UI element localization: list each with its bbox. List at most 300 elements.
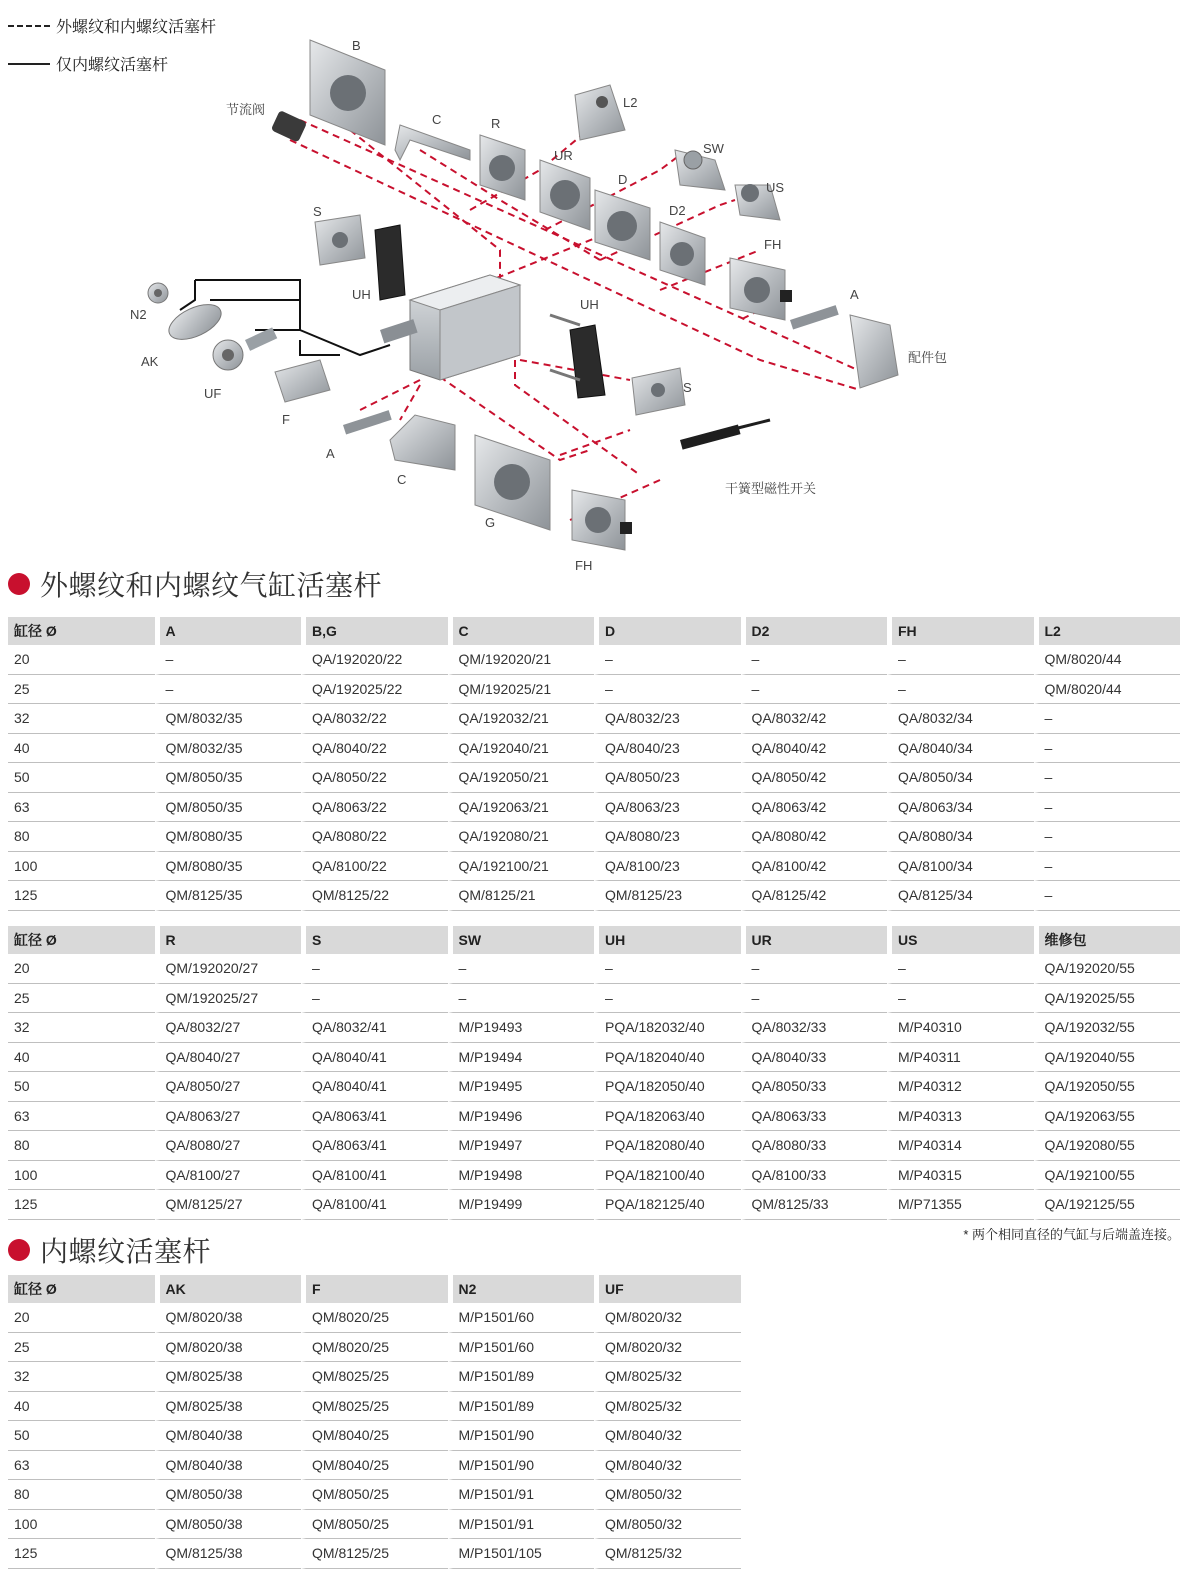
table-row <box>8 734 1180 764</box>
table-row <box>8 1072 1180 1102</box>
bore-cell: 125 <box>8 881 155 911</box>
mount-kit-icon <box>850 315 898 388</box>
column-header: UF <box>594 1275 741 1303</box>
part-number-cell: QA/192080/21 <box>448 822 595 852</box>
column-header: S <box>301 926 448 954</box>
pin-a-right-icon <box>790 305 839 329</box>
part-number-cell: M/P1501/89 <box>448 1362 595 1392</box>
label-uh-right: UH <box>580 297 599 312</box>
part-number-cell: QA/8100/41 <box>301 1161 448 1191</box>
part-number-cell: QA/192050/55 <box>1034 1072 1181 1102</box>
part-number-cell: QM/8025/25 <box>301 1392 448 1422</box>
label-a-right: A <box>850 287 859 302</box>
part-number-cell: QA/8100/22 <box>301 852 448 882</box>
part-number-cell: QM/8050/32 <box>594 1510 741 1540</box>
label-reed-switch: 干簧型磁性开关 <box>725 481 817 496</box>
part-number-cell: QM/8050/38 <box>155 1480 302 1510</box>
part-number-cell: – <box>448 954 595 984</box>
part-number-cell: QA/8040/23 <box>594 734 741 764</box>
bore-cell: 25 <box>8 1333 155 1363</box>
bore-cell: 100 <box>8 852 155 882</box>
part-number-cell: QM/8040/38 <box>155 1451 302 1481</box>
part-number-cell: QM/192025/21 <box>448 675 595 705</box>
bore-cell: 20 <box>8 1303 155 1333</box>
part-number-cell: QM/8050/35 <box>155 793 302 823</box>
accessory-exploded-diagram <box>0 0 1200 575</box>
label-f: F <box>282 412 290 427</box>
clevis-f-icon <box>275 360 330 402</box>
part-number-cell: M/P40314 <box>887 1131 1034 1161</box>
part-number-cell: – <box>594 675 741 705</box>
part-number-cell: – <box>887 954 1034 984</box>
part-number-cell: QA/8032/27 <box>155 1013 302 1043</box>
table-row <box>8 645 1180 675</box>
part-number-cell: QM/8020/44 <box>1034 645 1181 675</box>
part-number-cell: – <box>155 645 302 675</box>
mount-d-icon <box>595 190 650 260</box>
part-number-cell: QA/8040/41 <box>301 1072 448 1102</box>
mount-ur-icon <box>540 160 590 230</box>
column-header: 维修包 <box>1034 926 1181 954</box>
label-c-top: C <box>432 112 442 127</box>
bore-cell: 50 <box>8 1072 155 1102</box>
column-header: FH <box>887 617 1034 645</box>
part-number-cell: QM/8050/25 <box>301 1510 448 1540</box>
part-number-cell: – <box>1034 881 1181 911</box>
part-number-cell: M/P40313 <box>887 1102 1034 1132</box>
part-number-cell: QA/8040/42 <box>741 734 888 764</box>
part-number-cell: QM/8040/32 <box>594 1451 741 1481</box>
part-number-cell: QM/8040/25 <box>301 1421 448 1451</box>
part-number-cell: QM/8020/38 <box>155 1303 302 1333</box>
part-number-cell: QA/192025/22 <box>301 675 448 705</box>
mount-s-right-icon <box>632 368 685 415</box>
part-number-cell: QM/8050/35 <box>155 763 302 793</box>
part-number-cell: QM/8025/38 <box>155 1392 302 1422</box>
part-number-cell: M/P40312 <box>887 1072 1034 1102</box>
part-number-cell: – <box>741 675 888 705</box>
red-dot-icon <box>8 1239 30 1261</box>
part-number-cell: – <box>887 645 1034 675</box>
column-header: US <box>887 926 1034 954</box>
column-header: N2 <box>448 1275 595 1303</box>
column-header: L2 <box>1034 617 1181 645</box>
mount-d2-icon <box>660 222 705 285</box>
part-number-cell: PQA/182063/40 <box>594 1102 741 1132</box>
part-number-cell: QA/192032/21 <box>448 704 595 734</box>
part-number-cell: QM/8020/32 <box>594 1333 741 1363</box>
part-number-cell: – <box>594 984 741 1014</box>
part-number-cell: QA/8063/41 <box>301 1102 448 1132</box>
part-number-cell: QA/8040/41 <box>301 1043 448 1073</box>
column-header: 缸径 Ø <box>8 1275 155 1303</box>
bore-cell: 20 <box>8 954 155 984</box>
part-number-cell: – <box>887 984 1034 1014</box>
part-number-cell: QA/192040/55 <box>1034 1043 1181 1073</box>
part-number-cell: M/P1501/90 <box>448 1421 595 1451</box>
column-header: B,G <box>301 617 448 645</box>
bore-cell: 25 <box>8 675 155 705</box>
part-number-cell: QM/8125/23 <box>594 881 741 911</box>
table-header-row <box>8 1275 741 1303</box>
part-number-cell: M/P1501/90 <box>448 1451 595 1481</box>
part-number-cell: QA/8080/42 <box>741 822 888 852</box>
table-header-row <box>8 617 1180 645</box>
bore-cell: 125 <box>8 1539 155 1569</box>
table-row <box>8 1190 1180 1220</box>
part-number-cell: QM/8080/35 <box>155 852 302 882</box>
column-header: UR <box>741 926 888 954</box>
part-number-cell: – <box>448 984 595 1014</box>
part-number-cell: QA/192125/55 <box>1034 1190 1181 1220</box>
mount-sw-icon <box>675 150 725 190</box>
part-number-cell: M/P40310 <box>887 1013 1034 1043</box>
bore-cell: 50 <box>8 763 155 793</box>
label-valve: 节流阀 <box>226 102 266 117</box>
part-number-cell: QA/8100/23 <box>594 852 741 882</box>
label-g: G <box>485 515 496 530</box>
section1-title-text: 外螺纹和内螺纹气缸活塞杆 <box>40 570 383 601</box>
part-number-cell: M/P40315 <box>887 1161 1034 1191</box>
part-number-cell: PQA/182080/40 <box>594 1131 741 1161</box>
part-number-cell: QA/8063/33 <box>741 1102 888 1132</box>
part-number-cell: QA/8080/33 <box>741 1131 888 1161</box>
mount-uh-left-icon <box>375 225 405 300</box>
bore-cell: 63 <box>8 793 155 823</box>
part-number-cell: QM/8050/38 <box>155 1510 302 1540</box>
part-number-cell: QM/8040/25 <box>301 1451 448 1481</box>
part-number-cell: QA/192032/55 <box>1034 1013 1181 1043</box>
column-header: R <box>155 926 302 954</box>
part-number-cell: QA/192080/55 <box>1034 1131 1181 1161</box>
bore-cell: 32 <box>8 1013 155 1043</box>
mount-s-left-icon <box>315 215 365 265</box>
part-number-cell: QM/8040/38 <box>155 1421 302 1451</box>
rod-end-ak-icon <box>164 297 227 346</box>
mount-b-icon <box>310 40 385 145</box>
bore-cell: 63 <box>8 1102 155 1132</box>
part-number-cell: QA/8050/22 <box>301 763 448 793</box>
part-number-cell: QA/8032/23 <box>594 704 741 734</box>
bore-cell: 40 <box>8 1043 155 1073</box>
mount-uh-right-icon <box>550 315 605 398</box>
part-number-cell: – <box>594 645 741 675</box>
part-number-cell: – <box>1034 734 1181 764</box>
part-number-cell: PQA/182050/40 <box>594 1072 741 1102</box>
part-number-cell: QA/8125/34 <box>887 881 1034 911</box>
pin-a-bottom-icon <box>343 410 392 434</box>
part-number-cell: QA/8050/23 <box>594 763 741 793</box>
table-row <box>8 1539 741 1569</box>
part-number-cell: QA/8063/41 <box>301 1131 448 1161</box>
bore-cell: 80 <box>8 1480 155 1510</box>
part-number-cell: QA/192020/22 <box>301 645 448 675</box>
part-number-cell: QM/8020/32 <box>594 1303 741 1333</box>
table-row <box>8 1043 1180 1073</box>
column-header: F <box>301 1275 448 1303</box>
label-s-right: S <box>683 380 692 395</box>
label-d2: D2 <box>669 203 686 218</box>
part-number-cell: QA/8032/41 <box>301 1013 448 1043</box>
table-row <box>8 1161 1180 1191</box>
table-row <box>8 984 1180 1014</box>
column-header: UH <box>594 926 741 954</box>
part-number-cell: QA/8040/27 <box>155 1043 302 1073</box>
table-row <box>8 1362 741 1392</box>
part-number-cell: QA/8050/33 <box>741 1072 888 1102</box>
mount-fh-bottom-icon <box>572 490 632 550</box>
table-row <box>8 675 1180 705</box>
part-number-cell: M/P1501/60 <box>448 1303 595 1333</box>
part-number-cell: QM/8050/25 <box>301 1480 448 1510</box>
table-row <box>8 1333 741 1363</box>
part-number-cell: QA/8080/34 <box>887 822 1034 852</box>
part-number-cell: – <box>741 954 888 984</box>
part-number-cell: QM/8125/32 <box>594 1539 741 1569</box>
bore-cell: 100 <box>8 1510 155 1540</box>
part-number-cell: PQA/182040/40 <box>594 1043 741 1073</box>
part-number-cell: – <box>887 675 1034 705</box>
part-number-cell: QA/8063/34 <box>887 793 1034 823</box>
column-header: D <box>594 617 741 645</box>
part-number-cell: QA/8100/33 <box>741 1161 888 1191</box>
part-number-cell: QM/8025/25 <box>301 1362 448 1392</box>
label-fh-bottom: FH <box>575 558 593 573</box>
part-number-cell: QA/8050/34 <box>887 763 1034 793</box>
part-number-cell: QA/8040/22 <box>301 734 448 764</box>
legend-solid-label: 仅内螺纹活塞杆 <box>56 57 169 74</box>
part-number-cell: QA/8063/27 <box>155 1102 302 1132</box>
table-row <box>8 822 1180 852</box>
table-row <box>8 954 1180 984</box>
part-number-cell: QA/192100/55 <box>1034 1161 1181 1191</box>
part-number-cell: QA/8100/27 <box>155 1161 302 1191</box>
bore-cell: 100 <box>8 1161 155 1191</box>
mount-l2-icon <box>575 85 625 140</box>
label-s-left: S <box>313 204 322 219</box>
table-external-internal-1 <box>8 617 1180 911</box>
part-number-cell: M/P19498 <box>448 1161 595 1191</box>
section2-title-text: 内螺纹活塞杆 <box>40 1236 212 1267</box>
part-number-cell: QA/192020/55 <box>1034 954 1181 984</box>
part-number-cell: M/P1501/91 <box>448 1480 595 1510</box>
column-header: C <box>448 617 595 645</box>
label-r: R <box>491 116 501 131</box>
part-number-cell: QA/8040/34 <box>887 734 1034 764</box>
part-number-cell: M/P19495 <box>448 1072 595 1102</box>
part-number-cell: QM/8125/27 <box>155 1190 302 1220</box>
part-number-cell: QM/8125/21 <box>448 881 595 911</box>
table-header-row <box>8 926 1180 954</box>
column-header: D2 <box>741 617 888 645</box>
bore-cell: 80 <box>8 822 155 852</box>
part-number-cell: M/P19497 <box>448 1131 595 1161</box>
part-number-cell: – <box>155 675 302 705</box>
table-row <box>8 793 1180 823</box>
part-number-cell: QA/192100/21 <box>448 852 595 882</box>
label-us: US <box>766 180 785 195</box>
part-number-cell: – <box>741 984 888 1014</box>
part-number-cell: QA/8063/42 <box>741 793 888 823</box>
table-row <box>8 704 1180 734</box>
part-number-cell: M/P19499 <box>448 1190 595 1220</box>
part-number-cell: QM/8040/32 <box>594 1421 741 1451</box>
part-number-cell: QM/8050/32 <box>594 1480 741 1510</box>
part-number-cell: QM/8125/33 <box>741 1190 888 1220</box>
table-row <box>8 1102 1180 1132</box>
part-number-cell: QM/8020/38 <box>155 1333 302 1363</box>
part-number-cell: – <box>1034 852 1181 882</box>
legend-dashed-label: 外螺纹和内螺纹活塞杆 <box>56 19 217 36</box>
part-number-cell: QA/8080/22 <box>301 822 448 852</box>
table-row <box>8 1392 741 1422</box>
part-number-cell: QM/8025/32 <box>594 1392 741 1422</box>
part-number-cell: PQA/182125/40 <box>594 1190 741 1220</box>
column-header: AK <box>155 1275 302 1303</box>
label-a-bottom: A <box>326 446 335 461</box>
label-n2: N2 <box>130 307 147 322</box>
rod-end-uf-icon <box>213 327 277 370</box>
part-number-cell: – <box>1034 822 1181 852</box>
nut-n2-icon <box>148 283 168 303</box>
part-number-cell: QA/8050/27 <box>155 1072 302 1102</box>
part-number-cell: PQA/182100/40 <box>594 1161 741 1191</box>
label-uh-left: UH <box>352 287 371 302</box>
part-number-cell: QM/8080/35 <box>155 822 302 852</box>
part-number-cell: QA/8040/33 <box>741 1043 888 1073</box>
part-number-cell: QA/8032/42 <box>741 704 888 734</box>
bore-cell: 63 <box>8 1451 155 1481</box>
part-number-cell: M/P19496 <box>448 1102 595 1132</box>
label-l2: L2 <box>623 95 638 110</box>
label-uf: UF <box>204 386 222 401</box>
table-internal-only <box>8 1275 741 1569</box>
part-number-cell: QA/192063/55 <box>1034 1102 1181 1132</box>
part-number-cell: QA/8050/42 <box>741 763 888 793</box>
table-row <box>8 763 1180 793</box>
part-number-cell: QM/8020/25 <box>301 1333 448 1363</box>
part-number-cell: QM/8032/35 <box>155 704 302 734</box>
column-header: 缸径 Ø <box>8 617 155 645</box>
part-number-cell: M/P1501/60 <box>448 1333 595 1363</box>
mount-c-top-icon <box>395 125 470 160</box>
part-number-cell: QM/8125/38 <box>155 1539 302 1569</box>
table-row <box>8 881 1180 911</box>
part-number-cell: QM/8125/25 <box>301 1539 448 1569</box>
part-number-cell: M/P1501/91 <box>448 1510 595 1540</box>
bore-cell: 40 <box>8 1392 155 1422</box>
mount-c-bottom-icon <box>390 415 455 470</box>
part-number-cell: QA/8080/27 <box>155 1131 302 1161</box>
part-number-cell: QM/192025/27 <box>155 984 302 1014</box>
part-number-cell: QA/8080/23 <box>594 822 741 852</box>
bore-cell: 25 <box>8 984 155 1014</box>
part-number-cell: QA/8063/23 <box>594 793 741 823</box>
part-number-cell: QM/8025/38 <box>155 1362 302 1392</box>
bore-cell: 40 <box>8 734 155 764</box>
column-header: SW <box>448 926 595 954</box>
throttle-valve-icon <box>271 110 307 143</box>
label-kit: 配件包 <box>908 350 948 365</box>
part-number-cell: QA/8100/41 <box>301 1190 448 1220</box>
table-row <box>8 1131 1180 1161</box>
part-number-cell: QM/8125/22 <box>301 881 448 911</box>
label-sw: SW <box>703 141 724 156</box>
part-number-cell: QM/8020/44 <box>1034 675 1181 705</box>
part-number-cell: M/P71355 <box>887 1190 1034 1220</box>
part-number-cell: QM/8125/35 <box>155 881 302 911</box>
bore-cell: 50 <box>8 1421 155 1451</box>
part-number-cell: QA/8032/33 <box>741 1013 888 1043</box>
column-header: A <box>155 617 302 645</box>
part-number-cell: QA/192040/21 <box>448 734 595 764</box>
part-number-cell: M/P1501/105 <box>448 1539 595 1569</box>
mount-r-icon <box>480 135 525 200</box>
part-number-cell: QA/192025/55 <box>1034 984 1181 1014</box>
bore-cell: 20 <box>8 645 155 675</box>
footnote: * 两个相同直径的气缸与后端盖连接。 <box>963 1227 1180 1242</box>
table-row <box>8 1480 741 1510</box>
table-external-internal-2 <box>8 926 1180 1220</box>
table-row <box>8 1451 741 1481</box>
bore-cell: 32 <box>8 704 155 734</box>
table-row <box>8 1421 741 1451</box>
reed-switch-icon <box>680 420 770 450</box>
label-c-bottom: C <box>397 472 407 487</box>
part-number-cell: QA/8063/22 <box>301 793 448 823</box>
column-header: 缸径 Ø <box>8 926 155 954</box>
part-number-cell: QM/8025/32 <box>594 1362 741 1392</box>
part-number-cell: – <box>1034 793 1181 823</box>
part-number-cell: QA/8100/34 <box>887 852 1034 882</box>
part-number-cell: M/P40311 <box>887 1043 1034 1073</box>
label-b: B <box>352 38 361 53</box>
part-number-cell: – <box>1034 704 1181 734</box>
part-number-cell: QA/192063/21 <box>448 793 595 823</box>
part-number-cell: QA/192050/21 <box>448 763 595 793</box>
label-ak: AK <box>141 354 159 369</box>
table-row <box>8 852 1180 882</box>
label-ur: UR <box>554 148 573 163</box>
part-number-cell: QA/8032/34 <box>887 704 1034 734</box>
part-number-cell: M/P19494 <box>448 1043 595 1073</box>
part-number-cell: – <box>301 954 448 984</box>
label-d: D <box>618 172 628 187</box>
part-number-cell: M/P19493 <box>448 1013 595 1043</box>
bore-cell: 32 <box>8 1362 155 1392</box>
part-number-cell: – <box>741 645 888 675</box>
mount-fh-top-icon <box>730 258 792 320</box>
part-number-cell: QM/192020/27 <box>155 954 302 984</box>
part-number-cell: – <box>301 984 448 1014</box>
section2-title <box>8 1230 211 1270</box>
part-number-cell: QA/8100/42 <box>741 852 888 882</box>
part-number-cell: QM/192020/21 <box>448 645 595 675</box>
bore-cell: 125 <box>8 1190 155 1220</box>
table-row <box>8 1013 1180 1043</box>
part-number-cell: M/P1501/89 <box>448 1392 595 1422</box>
table-row <box>8 1303 741 1333</box>
part-number-cell: – <box>594 954 741 984</box>
label-fh-top: FH <box>764 237 782 252</box>
table-row <box>8 1510 741 1540</box>
part-number-cell: QM/8032/35 <box>155 734 302 764</box>
part-number-cell: QA/8032/22 <box>301 704 448 734</box>
part-number-cell: – <box>1034 763 1181 793</box>
part-number-cell: PQA/182032/40 <box>594 1013 741 1043</box>
bore-cell: 80 <box>8 1131 155 1161</box>
red-dot-icon <box>8 573 30 595</box>
